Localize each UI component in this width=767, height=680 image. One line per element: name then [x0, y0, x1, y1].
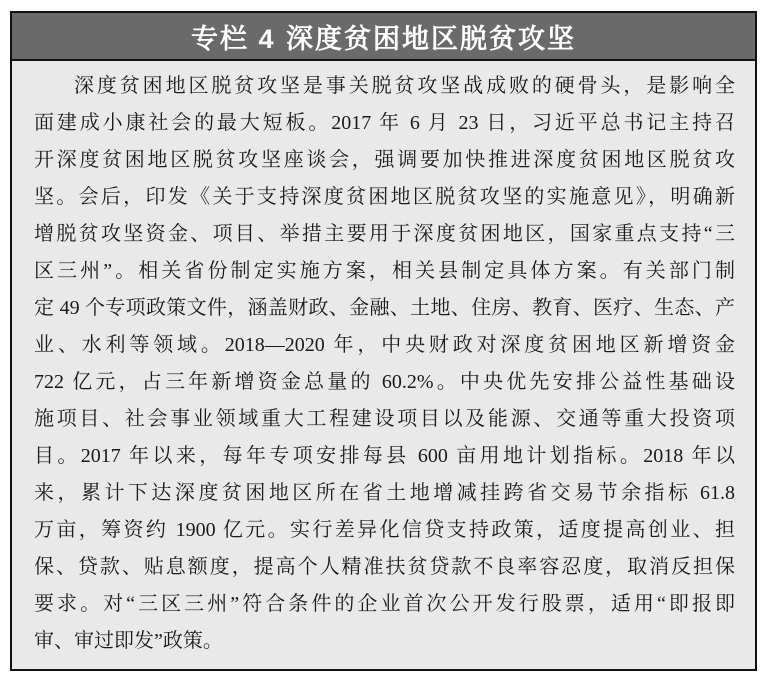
column-box-panel [10, 11, 757, 671]
panel-header [12, 13, 755, 61]
text-line: 来，累计下达深度贫困地区所在省土地增减挂跨省交易节余指标 61.8 [34, 482, 735, 504]
text-line: 施项目、社会事业领域重大工程建设项目以及能源、交通等重大投资项 [34, 408, 735, 430]
panel-number-label: 专栏 4 [191, 23, 276, 54]
text-line: 万亩，筹资约 1900 亿元。实行差异化信贷支持政策，适度提高创业、担 [34, 519, 735, 541]
text-line: 定 49 个专项政策文件，涵盖财政、金融、土地、住房、教育、医疗、生态、产 [34, 297, 735, 319]
text-line: 审、审过即发”政策。 [34, 630, 223, 652]
text-line: 保、贷款、贴息额度，提高个人精准扶贫贷款不良率容忍度，取消反担保 [34, 556, 735, 578]
text-line: 面建成小康社会的最大短板。2017 年 6 月 23 日，习近平总书记主持召 [34, 112, 735, 134]
text-line: 坚。会后，印发《关于支持深度贫困地区脱贫攻坚的实施意见》，明确新 [34, 186, 735, 208]
panel-title: 深度贫困地区脱贫攻坚 [285, 23, 576, 54]
text-line: 增脱贫攻坚资金、项目、举措主要用于深度贫困地区，国家重点支持“三 [34, 223, 735, 245]
text-line: 722 亿元，占三年新增资金总量的 60.2%。中央优先安排公益性基础设 [34, 371, 735, 393]
text-line: 深度贫困地区脱贫攻坚是事关脱贫攻坚战成败的硬骨头，是影响全 [74, 75, 735, 97]
text-line: 开深度贫困地区脱贫攻坚座谈会，强调要加快推进深度贫困地区脱贫攻 [34, 149, 735, 171]
panel-body [12, 61, 755, 669]
text-line: 目。2017 年以来，每年专项安排每县 600 亩用地计划指标。2018 年以 [34, 445, 735, 467]
text-line: 要求。对“三区三州”符合条件的企业首次公开发行股票，适用“即报即 [34, 593, 735, 615]
text-line: 业、水利等领域。2018—2020 年，中央财政对深度贫困地区新增资金 [34, 334, 735, 356]
text-line: 区三州”。相关省份制定实施方案，相关县制定具体方案。有关部门制 [34, 260, 735, 282]
